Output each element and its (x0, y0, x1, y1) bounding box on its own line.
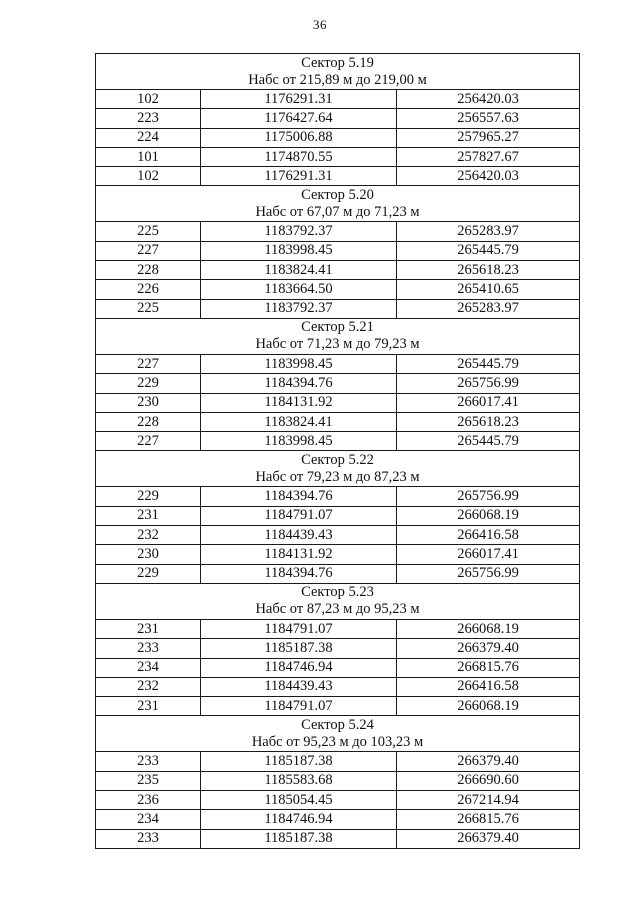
table-row (96, 432, 580, 451)
table-row (96, 526, 580, 545)
table-row (96, 109, 580, 128)
table-row (96, 167, 580, 186)
table-row (96, 677, 580, 696)
table-row (96, 829, 580, 848)
coordinate-x-cell: 1183998.45 (201, 241, 397, 260)
coordinate-x-cell: 1183792.37 (201, 222, 397, 241)
sector-height-range: Набс от 79,23 м до 87,23 м (255, 468, 420, 485)
point-number-cell: 225 (96, 299, 201, 318)
sector-height-range: Набс от 71,23 м до 79,23 м (255, 336, 420, 353)
coordinate-y-cell: 265283.97 (397, 299, 580, 318)
table-row (96, 261, 580, 280)
coordinate-x-cell: 1184746.94 (201, 810, 397, 829)
coordinate-y-cell: 265756.99 (397, 487, 580, 506)
table-row (96, 487, 580, 506)
sector-header-cell (96, 716, 580, 752)
table-row (96, 506, 580, 525)
point-number-cell: 234 (96, 810, 201, 829)
coordinate-y-cell: 265756.99 (397, 564, 580, 583)
coordinate-x-cell: 1184791.07 (201, 619, 397, 638)
coordinate-x-cell: 1184394.76 (201, 374, 397, 393)
table-row (96, 354, 580, 373)
coordinate-y-cell: 265756.99 (397, 374, 580, 393)
table-row (96, 639, 580, 658)
sector-header-row (96, 583, 580, 619)
table-row (96, 241, 580, 260)
coordinate-y-cell: 266815.76 (397, 810, 580, 829)
sector-title: Сектор 5.24 (301, 716, 374, 733)
coordinate-y-cell: 266068.19 (397, 506, 580, 525)
table-row (96, 299, 580, 318)
coordinate-y-cell: 256557.63 (397, 109, 580, 128)
coordinate-y-cell: 266416.58 (397, 677, 580, 696)
table-row (96, 393, 580, 412)
coordinate-x-cell: 1175006.88 (201, 128, 397, 147)
point-number-cell: 236 (96, 791, 201, 810)
table-row (96, 658, 580, 677)
table-row (96, 791, 580, 810)
point-number-cell: 225 (96, 222, 201, 241)
coordinate-y-cell: 265618.23 (397, 412, 580, 431)
table-row (96, 412, 580, 431)
table-row (96, 771, 580, 790)
point-number-cell: 102 (96, 167, 201, 186)
coordinate-y-cell: 266416.58 (397, 526, 580, 545)
point-number-cell: 232 (96, 526, 201, 545)
point-number-cell: 101 (96, 147, 201, 166)
point-number-cell: 224 (96, 128, 201, 147)
point-number-cell: 235 (96, 771, 201, 790)
point-number-cell: 227 (96, 241, 201, 260)
page-number: 36 (313, 17, 327, 32)
sector-header-cell (96, 54, 580, 90)
coordinate-y-cell: 265618.23 (397, 261, 580, 280)
coordinate-y-cell: 266068.19 (397, 697, 580, 716)
table-row (96, 619, 580, 638)
table-row (96, 147, 580, 166)
coordinate-x-cell: 1184131.92 (201, 393, 397, 412)
coordinate-x-cell: 1176291.31 (201, 90, 397, 109)
coordinate-x-cell: 1185187.38 (201, 829, 397, 848)
table-row (96, 128, 580, 147)
coordinate-y-cell: 266017.41 (397, 393, 580, 412)
coordinate-y-cell: 266379.40 (397, 829, 580, 848)
table-row (96, 222, 580, 241)
sector-title: Сектор 5.21 (301, 319, 374, 336)
coordinate-y-cell: 257827.67 (397, 147, 580, 166)
table-row (96, 545, 580, 564)
sector-header-row (96, 318, 580, 354)
point-number-cell: 233 (96, 829, 201, 848)
point-number-cell: 102 (96, 90, 201, 109)
coordinate-x-cell: 1184394.76 (201, 487, 397, 506)
point-number-cell: 228 (96, 261, 201, 280)
sector-header-row (96, 451, 580, 487)
point-number-cell: 226 (96, 280, 201, 299)
coordinate-y-cell: 257965.27 (397, 128, 580, 147)
coordinate-x-cell: 1185187.38 (201, 752, 397, 771)
coordinate-x-cell: 1183998.45 (201, 354, 397, 373)
point-number-cell: 229 (96, 564, 201, 583)
sector-header-row (96, 54, 580, 90)
coordinate-y-cell: 266379.40 (397, 639, 580, 658)
coordinate-x-cell: 1184131.92 (201, 545, 397, 564)
coordinate-y-cell: 266379.40 (397, 752, 580, 771)
table-row (96, 697, 580, 716)
coordinate-y-cell: 265445.79 (397, 432, 580, 451)
coordinate-x-cell: 1184791.07 (201, 506, 397, 525)
sector-header-cell (96, 451, 580, 487)
coordinate-y-cell: 256420.03 (397, 90, 580, 109)
point-number-cell: 229 (96, 374, 201, 393)
coordinate-x-cell: 1183824.41 (201, 261, 397, 280)
coordinate-x-cell: 1184394.76 (201, 564, 397, 583)
point-number-cell: 230 (96, 393, 201, 412)
point-number-cell: 231 (96, 619, 201, 638)
coordinate-y-cell: 266815.76 (397, 658, 580, 677)
point-number-cell: 233 (96, 639, 201, 658)
table-row (96, 564, 580, 583)
sector-header-row (96, 716, 580, 752)
coordinate-y-cell: 265410.65 (397, 280, 580, 299)
coordinate-x-cell: 1183998.45 (201, 432, 397, 451)
coordinate-x-cell: 1185054.45 (201, 791, 397, 810)
point-number-cell: 231 (96, 697, 201, 716)
coordinate-x-cell: 1184746.94 (201, 658, 397, 677)
sector-header-cell (96, 186, 580, 222)
coordinates-table-body (96, 54, 580, 849)
sector-height-range: Набс от 95,23 м до 103,23 м (251, 733, 424, 750)
point-number-cell: 227 (96, 432, 201, 451)
point-number-cell: 228 (96, 412, 201, 431)
table-row (96, 810, 580, 829)
point-number-cell: 231 (96, 506, 201, 525)
coordinate-y-cell: 266068.19 (397, 619, 580, 638)
sector-header-row (96, 186, 580, 222)
table-row (96, 280, 580, 299)
point-number-cell: 223 (96, 109, 201, 128)
coordinate-x-cell: 1176291.31 (201, 167, 397, 186)
table-row (96, 90, 580, 109)
sector-header-cell (96, 583, 580, 619)
table-row (96, 374, 580, 393)
point-number-cell: 233 (96, 752, 201, 771)
point-number-cell: 227 (96, 354, 201, 373)
coordinate-y-cell: 266690.60 (397, 771, 580, 790)
point-number-cell: 234 (96, 658, 201, 677)
sector-title: Сектор 5.20 (301, 186, 374, 203)
coordinate-x-cell: 1185583.68 (201, 771, 397, 790)
coordinate-x-cell: 1184791.07 (201, 697, 397, 716)
coordinate-y-cell: 256420.03 (397, 167, 580, 186)
coordinate-x-cell: 1185187.38 (201, 639, 397, 658)
sector-header-cell (96, 318, 580, 354)
coordinates-table (95, 53, 580, 849)
table-row (96, 752, 580, 771)
sector-title: Сектор 5.22 (301, 451, 374, 468)
sector-height-range: Набс от 87,23 м до 95,23 м (255, 601, 420, 618)
point-number-cell: 229 (96, 487, 201, 506)
coordinate-x-cell: 1184439.43 (201, 526, 397, 545)
coordinate-x-cell: 1176427.64 (201, 109, 397, 128)
point-number-cell: 230 (96, 545, 201, 564)
coordinate-y-cell: 267214.94 (397, 791, 580, 810)
coordinate-y-cell: 266017.41 (397, 545, 580, 564)
coordinate-x-cell: 1174870.55 (201, 147, 397, 166)
coordinate-x-cell: 1183664.50 (201, 280, 397, 299)
coordinate-x-cell: 1183824.41 (201, 412, 397, 431)
coordinate-y-cell: 265445.79 (397, 354, 580, 373)
sector-height-range: Набс от 215,89 м до 219,00 м (248, 71, 427, 88)
coordinate-x-cell: 1184439.43 (201, 677, 397, 696)
coordinate-y-cell: 265445.79 (397, 241, 580, 260)
coordinate-x-cell: 1183792.37 (201, 299, 397, 318)
sector-title: Сектор 5.19 (301, 54, 374, 71)
point-number-cell: 232 (96, 677, 201, 696)
coordinate-y-cell: 265283.97 (397, 222, 580, 241)
sector-title: Сектор 5.23 (301, 584, 374, 601)
sector-height-range: Набс от 67,07 м до 71,23 м (255, 203, 420, 220)
